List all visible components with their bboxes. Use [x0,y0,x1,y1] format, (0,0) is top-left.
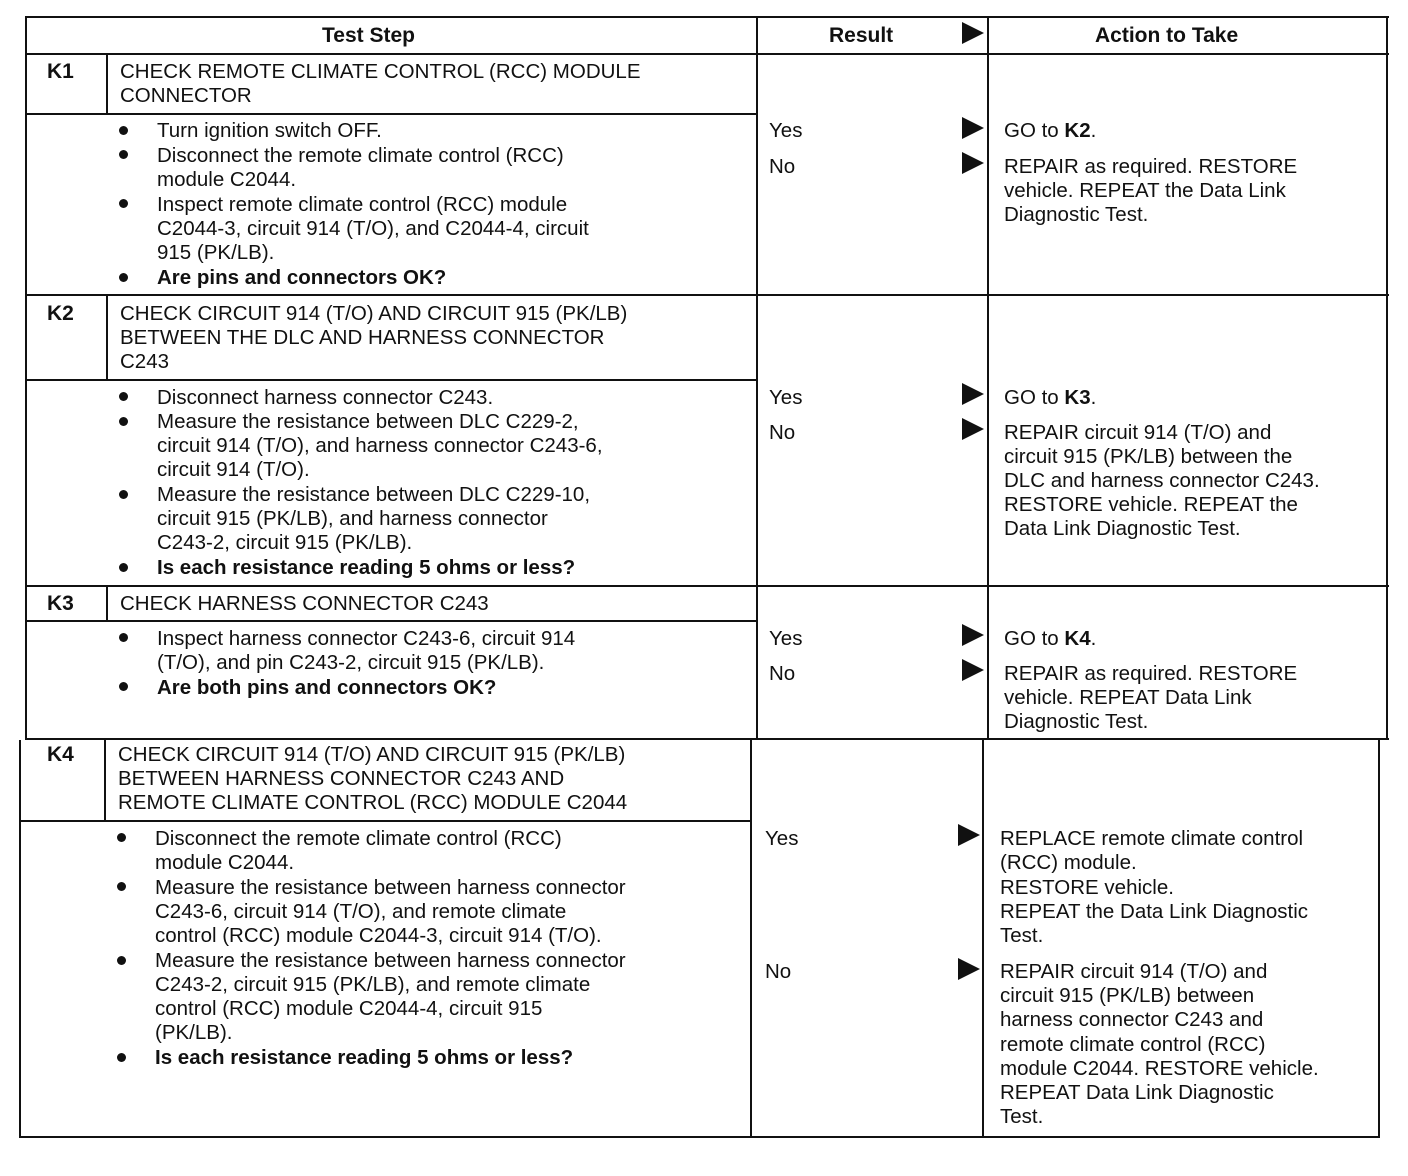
k2-action-yes: GO to K3. [1004,386,1097,409]
k4-action-yes-line: RESTORE vehicle. [1000,876,1174,899]
table-border-right [1386,16,1388,740]
k3-result-no: No [769,662,796,685]
k4-result-no: No [765,960,792,983]
k2-bullet-line: circuit 915 (PK/LB), and harness connector [157,507,548,530]
k3-k4-rule [25,738,1389,740]
k4-bullet-line: C243-6, circuit 914 (T/O), and remote climate [155,900,567,923]
k4-bullet-line: Measure the resistance between harness connector [155,949,626,972]
k4-action-yes-line: Test. [1000,924,1044,947]
k2-bullet-line: Disconnect harness connector C243. [157,386,494,409]
k2-action-no-line: circuit 915 (PK/LB) between the [1004,445,1293,468]
k4-action-yes-line: (RCC) module. [1000,851,1137,874]
k4-title-line: CHECK CIRCUIT 914 (T/O) AND CIRCUIT 915 (PK/LB) [118,743,626,766]
k1-title-line: CHECK REMOTE CLIMATE CONTROL (RCC) MODULE [120,60,641,83]
bullet-icon [119,126,128,135]
k1-bullet-line: C2044-3, circuit 914 (T/O), and C2044-4, circuit [157,217,589,240]
id-sep-k1 [106,53,108,115]
k2-question: Is each resistance reading 5 ohms or less? [157,556,576,579]
bullet-icon [117,956,126,965]
k2-bullet-line: circuit 914 (T/O), and harness connector C243-6, [157,434,603,457]
k4-title-rule [19,820,751,822]
id-sep-k2 [106,295,108,381]
id-sep-k3 [106,586,108,621]
k2-bullet-line: C243-2, circuit 915 (PK/LB). [157,531,413,554]
k3-action-yes: GO to K4. [1004,627,1097,650]
k3-title-rule [25,620,757,622]
k2-k3-rule [25,585,1389,587]
bullet-icon [119,199,128,208]
k1-title-line: CONNECTOR [120,84,252,107]
k3-title-line: CHECK HARNESS CONNECTOR C243 [120,592,489,615]
k1-result-yes: Yes [769,119,803,142]
k2-action-no-line: RESTORE vehicle. REPEAT the [1004,493,1298,516]
col-sep-result-action [987,16,989,740]
step-id-k4: K4 [47,743,74,766]
bullet-icon [117,882,126,891]
k4-bullet-line: Disconnect the remote climate control (RCC) [155,827,562,850]
bullet-icon [119,563,128,572]
header-rule [25,53,1389,55]
header-test-step: Test Step [322,24,415,47]
k2-title-rule [25,379,757,381]
k2-title-line: C243 [120,350,170,373]
k3-bullet-line: Inspect harness connector C243-6, circuit 914 [157,627,576,650]
step-id-k2: K2 [47,302,74,325]
col-sep-step-result [756,16,758,740]
bullet-icon [119,417,128,426]
k3-result-yes: Yes [769,627,803,650]
k1-action-no-line: REPAIR as required. RESTORE [1004,155,1298,178]
bullet-icon [119,682,128,691]
k2-bullet-line: Measure the resistance between DLC C229-2, [157,410,579,433]
k1-action-no-line: vehicle. REPEAT the Data Link [1004,179,1286,202]
bullet-icon [117,1053,126,1062]
k4-yes-arrow-icon [958,824,980,846]
table-border-left-k4 [19,740,21,1138]
table-border-top [25,16,1389,18]
k2-action-no-line: Data Link Diagnostic Test. [1004,517,1241,540]
table-border-right-k4 [1378,740,1380,1138]
k4-action-no-line: Test. [1000,1105,1044,1128]
table-border-bottom [19,1136,1380,1138]
bullet-icon [119,150,128,159]
step-id-k1: K1 [47,60,74,83]
k2-no-arrow-icon [962,418,984,440]
k4-action-no-line: remote climate control (RCC) [1000,1033,1266,1056]
header-result: Result [829,24,894,47]
k4-action-no-line: REPEAT Data Link Diagnostic [1000,1081,1274,1104]
k4-bullet-line: (PK/LB). [155,1021,233,1044]
k2-bullet-line: circuit 914 (T/O). [157,458,310,481]
k4-bullet-line: module C2044. [155,851,295,874]
table-border-left [25,16,27,738]
k2-title-line: BETWEEN THE DLC AND HARNESS CONNECTOR [120,326,605,349]
k4-action-no-line: module C2044. RESTORE vehicle. [1000,1057,1319,1080]
id-sep-k4 [104,740,106,822]
k4-title-line: BETWEEN HARNESS CONNECTOR C243 AND [118,767,565,790]
k1-bullet-line: Disconnect the remote climate control (RCC) [157,144,564,167]
step-id-k3: K3 [47,592,74,615]
col-sep-result-action-k4 [982,740,984,1138]
k1-bullet-line: Turn ignition switch OFF. [157,119,382,142]
k4-bullet-line: control (RCC) module C2044-3, circuit 914 (T/O). [155,924,602,947]
k3-action-no-line: vehicle. REPEAT Data Link [1004,686,1252,709]
k1-bullet-line: module C2044. [157,168,297,191]
k1-action-yes: GO to K2. [1004,119,1097,142]
k2-action-no-line: DLC and harness connector C243. [1004,469,1320,492]
k4-bullet-line: control (RCC) module C2044-4, circuit 915 [155,997,543,1020]
k2-result-no: No [769,421,796,444]
bullet-icon [119,392,128,401]
k2-action-no-line: REPAIR circuit 914 (T/O) and [1004,421,1272,444]
k2-title-line: CHECK CIRCUIT 914 (T/O) AND CIRCUIT 915 (PK/LB) [120,302,628,325]
k1-bullet-line: Inspect remote climate control (RCC) module [157,193,568,216]
k1-title-rule [25,113,757,115]
k4-action-no-line: harness connector C243 and [1000,1008,1264,1031]
k3-action-no-line: REPAIR as required. RESTORE [1004,662,1298,685]
k2-result-yes: Yes [769,386,803,409]
k4-title-line: REMOTE CLIMATE CONTROL (RCC) MODULE C2044 [118,791,628,814]
bullet-icon [117,833,126,842]
bullet-icon [119,490,128,499]
k1-yes-arrow-icon [962,117,984,139]
k3-bullet-line: (T/O), and pin C243-2, circuit 915 (PK/LB). [157,651,545,674]
k2-bullet-line: Measure the resistance between DLC C229-10, [157,483,591,506]
bullet-icon [119,273,128,282]
k1-question: Are pins and connectors OK? [157,266,447,289]
k4-action-no-line: circuit 915 (PK/LB) between [1000,984,1255,1007]
col-sep-step-result-k4 [750,740,752,1138]
k3-question: Are both pins and connectors OK? [157,676,497,699]
k3-yes-arrow-icon [962,624,984,646]
header-action: Action to Take [1095,24,1239,47]
k4-action-yes-line: REPLACE remote climate control [1000,827,1304,850]
k3-no-arrow-icon [962,659,984,681]
k1-bullet-line: 915 (PK/LB). [157,241,275,264]
k3-action-no-line: Diagnostic Test. [1004,710,1149,733]
k1-result-no: No [769,155,796,178]
k2-yes-arrow-icon [962,383,984,405]
header-arrow-icon [962,22,984,44]
k4-bullet-line: Measure the resistance between harness connector [155,876,626,899]
k4-result-yes: Yes [765,827,799,850]
k4-action-no-line: REPAIR circuit 914 (T/O) and [1000,960,1268,983]
k4-bullet-line: C243-2, circuit 915 (PK/LB), and remote climate [155,973,591,996]
k1-no-arrow-icon [962,152,984,174]
k4-question: Is each resistance reading 5 ohms or less? [155,1046,574,1069]
k4-action-yes-line: REPEAT the Data Link Diagnostic [1000,900,1309,923]
bullet-icon [119,633,128,642]
k4-no-arrow-icon [958,958,980,980]
k1-k2-rule [25,294,1389,296]
k1-action-no-line: Diagnostic Test. [1004,203,1149,226]
